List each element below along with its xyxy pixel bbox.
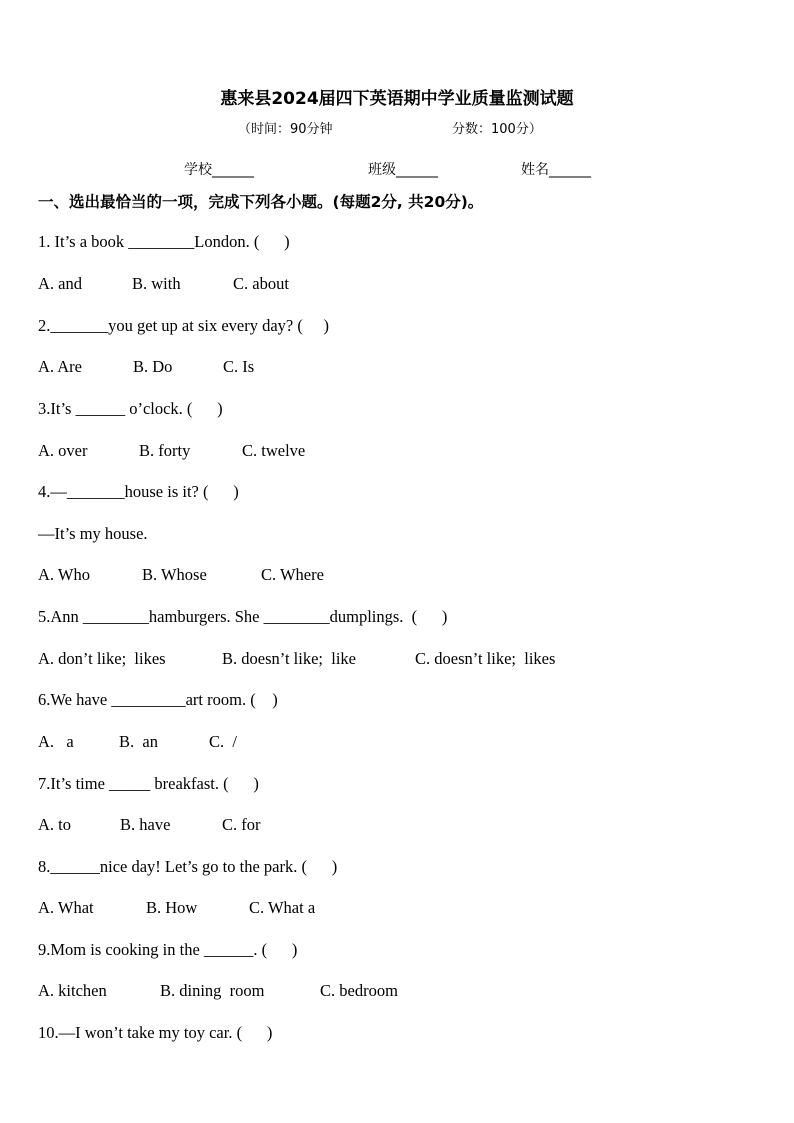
q8-option-b: B. How [146, 898, 198, 917]
q6-option-c: C. / [209, 732, 237, 751]
q7-option-a: A. to [38, 815, 71, 834]
class-field: 班级______ [368, 162, 438, 178]
exam-time: （时间：90分钟 [238, 122, 333, 137]
q3-option-c: C. twelve [242, 441, 306, 460]
question-7: 7.It’s time _____ breakfast. ( ) [38, 774, 259, 793]
q1-option-a: A. and [38, 274, 82, 293]
question-10: 10.—I won’t take my toy car. ( ) [38, 1023, 273, 1042]
q5-option-c: C. doesn’t like; likes [415, 649, 556, 668]
q8-option-c: C. What a [249, 898, 316, 917]
section-heading: 一、选出最恰当的一项，完成下列各小题。(每题2分, 共20分)。 [38, 193, 484, 211]
q8-option-a: A. What [38, 898, 94, 917]
name-field: 姓名______ [521, 162, 591, 178]
q7-option-b: B. have [120, 815, 171, 834]
q1-option-b: B. with [132, 274, 181, 293]
q5-option-a: A. don’t like; likes [38, 649, 166, 668]
q2-option-c: C. Is [223, 357, 255, 376]
q4-option-a: A. Who [38, 565, 90, 584]
exam-title: 惠来县2024届四下英语期中学业质量监测试题 [220, 89, 574, 109]
q1-option-c: C. about [233, 274, 289, 293]
q9-option-c: C. bedroom [320, 981, 398, 1000]
question-3: 3.It’s ______ o’clock. ( ) [38, 399, 223, 418]
q9-option-b: B. dining room [160, 981, 265, 1000]
q3-option-a: A. over [38, 441, 88, 460]
q6-option-a: A. a [38, 732, 74, 751]
q4-option-b: B. Whose [142, 565, 207, 584]
q4-option-c: C. Where [261, 565, 324, 584]
school-field: 学校______ [184, 162, 254, 178]
q2-option-a: A. Are [38, 357, 82, 376]
question-5: 5.Ann ________hamburgers. She ________dumplings. ( ) [38, 607, 448, 626]
q3-option-b: B. forty [139, 441, 191, 460]
question-4-answer-line: —It’s my house. [38, 524, 148, 543]
question-6: 6.We have _________art room. ( ) [38, 690, 278, 709]
q2-option-b: B. Do [133, 357, 173, 376]
question-4: 4.—_______house is it? ( ) [38, 482, 239, 501]
q9-option-a: A. kitchen [38, 981, 107, 1000]
q7-option-c: C. for [222, 815, 261, 834]
question-8: 8.______nice day! Let’s go to the park. ( ) [38, 857, 338, 876]
question-1: 1. It’s a book ________London. ( ) [38, 232, 290, 251]
q5-option-b: B. doesn’t like; like [222, 649, 356, 668]
question-2: 2._______you get up at six every day? ( ) [38, 316, 329, 335]
exam-score: 分数：100分） [452, 122, 542, 137]
q6-option-b: B. an [119, 732, 158, 751]
question-9: 9.Mom is cooking in the ______. ( ) [38, 940, 298, 959]
